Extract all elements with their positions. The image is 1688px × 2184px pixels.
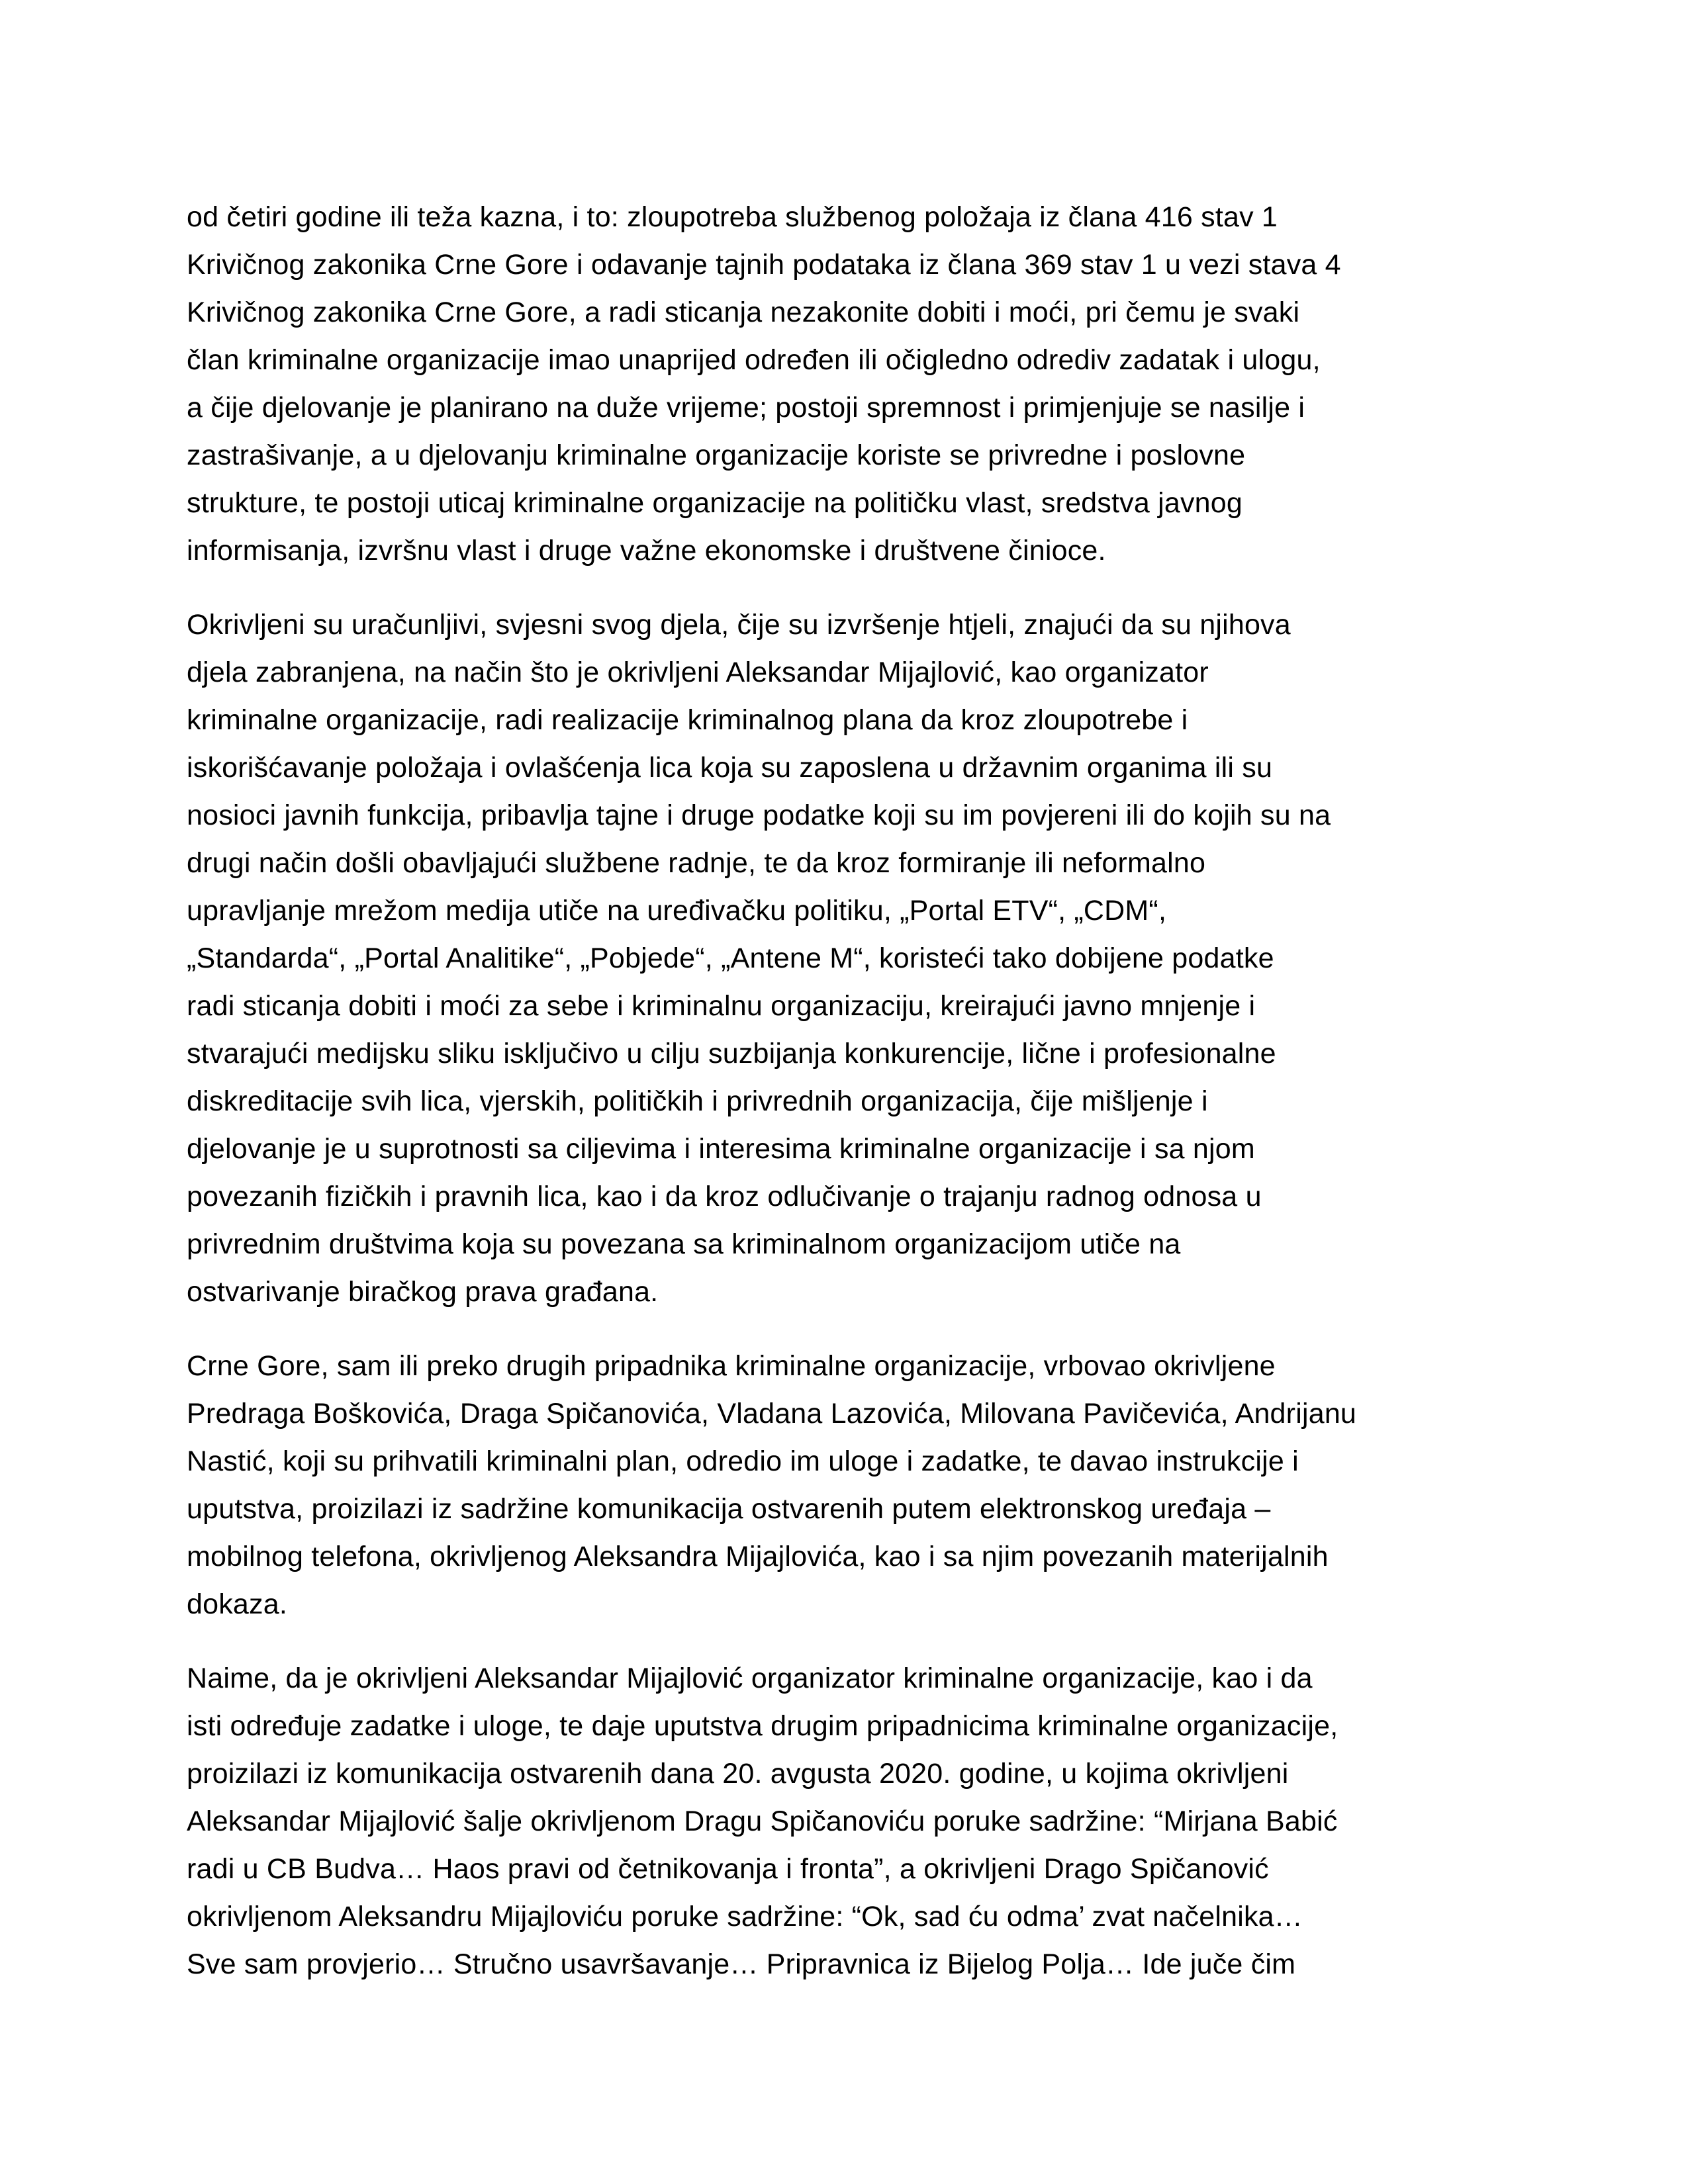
paragraph-4 [187,1655,1484,1988]
text-line: iskorišćavanje položaja i ovlašćenja lica koja su zaposlena u državnim organima ili su [187,752,1273,784]
text-line: privrednim društvima koja su povezana sa kriminalnom organizacijom utiče na [187,1228,1181,1260]
text-line: Predraga Boškovića, Draga Spičanovića, Vladana Lazovića, Milovana Pavičevića, Andrijanu [187,1398,1357,1430]
text-line: dokaza. [187,1588,288,1620]
text-line: djelovanje je u suprotnosti sa ciljevima i interesima kriminalne organizacije i sa njom [187,1133,1255,1165]
text-line: Aleksandar Mijajlović šalje okrivljenom Dragu Spičanoviću poruke sadržine: “Mirjana Babić [187,1805,1338,1837]
text-line: član kriminalne organizacije imao unaprijed određen ili očigledno odrediv zadatak i ulogu, [187,344,1321,376]
text-line: drugi način došli obavljajući službene radnje, te da kroz formiranje ili neformalno [187,847,1206,879]
paragraph-2 [187,601,1484,1316]
text-line: Naime, da je okrivljeni Aleksandar Mijajlović organizator kriminalne organizacije, kao i da [187,1662,1313,1694]
text-line: strukture, te postoji uticaj kriminalne organizacije na političku vlast, sredstva javnog [187,487,1243,519]
text-line: Krivičnog zakonika Crne Gore, a radi sticanja nezakonite dobiti i moći, pri čemu je svaki [187,296,1300,328]
text-line: informisanja, izvršnu vlast i druge važne ekonomske i društvene činioce. [187,535,1106,567]
text-line: uputstva, proizilazi iz sadržine komunikacija ostvarenih putem elektronskog uređaja – [187,1493,1271,1525]
text-line: djela zabranjena, na način što je okrivljeni Aleksandar Mijajlović, kao organizator [187,657,1209,688]
text-line: Sve sam provjerio… Stručno usavršavanje… Pripravnica iz Bijelog Polja… Ide juče čim [187,1948,1296,1980]
text-line: a čije djelovanje je planirano na duže vrijeme; postoji spremnost i primjenjuje se nasilje i [187,392,1305,424]
text-line: radi u CB Budva… Haos pravi od četnikovanja i fronta”, a okrivljeni Drago Spičanović [187,1853,1269,1885]
text-line: proizilazi iz komunikacija ostvarenih dana 20. avgusta 2020. godine, u kojima okrivljeni [187,1758,1289,1790]
text-line: kriminalne organizacije, radi realizacije kriminalnog plana da kroz zloupotrebe i [187,704,1188,736]
text-line: Krivičnog zakonika Crne Gore i odavanje tajnih podataka iz člana 369 stav 1 u vezi stava 4 [187,249,1341,281]
text-line: mobilnog telefona, okrivljenog Aleksandra Mijajlovića, kao i sa njim povezanih materijalnih [187,1541,1329,1572]
text-line: radi sticanja dobiti i moći za sebe i kriminalnu organizaciju, kreirajući javno mnjenje i [187,990,1256,1022]
text-line: ostvarivanje biračkog prava građana. [187,1276,659,1308]
text-line: upravljanje mrežom medija utiče na uređivačku politiku, „Portal ETV“, „CDM“, [187,895,1167,927]
paragraph-3 [187,1342,1484,1628]
text-line: isti određuje zadatke i uloge, te daje uputstva drugim pripadnicima kriminalne organizacije, [187,1710,1338,1742]
text-line: povezanih fizičkih i pravnih lica, kao i da kroz odlučivanje o trajanju radnog odnosa u [187,1181,1262,1212]
text-line: Nastić, koji su prihvatili kriminalni plan, odredio im uloge i zadatke, te davao instrukcije i [187,1445,1299,1477]
text-line: stvarajući medijsku sliku isključivo u cilju suzbijanja konkurencije, lične i profesionalne [187,1038,1276,1069]
text-line: okrivljenom Aleksandru Mijajloviću poruke sadržine: “Ok, sad ću odma’ zvat načelnika… [187,1901,1303,1933]
paragraph-1 [187,193,1484,574]
text-line: Okrivljeni su uračunljivi, svjesni svog djela, čije su izvršenje htjeli, znajući da su njihova [187,609,1291,641]
text-line: „Standarda“, „Portal Analitike“, „Pobjede“, „Antene M“, koristeći tako dobijene podatke [187,942,1274,974]
text-line: diskreditacije svih lica, vjerskih, političkih i privrednih organizacija, čije mišljenje i [187,1085,1208,1117]
text-line: nosioci javnih funkcija, pribavlja tajne i druge podatke koji su im povjereni ili do kojih su na [187,799,1331,831]
text-line: od četiri godine ili teža kazna, i to: zloupotreba službenog položaja iz člana 416 stav 1 [187,201,1278,233]
document-text-block [187,193,1484,2015]
text-line: Crne Gore, sam ili preko drugih pripadnika kriminalne organizacije, vrbovao okrivljene [187,1350,1276,1382]
text-line: zastrašivanje, a u djelovanju kriminalne organizacije koriste se privredne i poslovne [187,439,1246,471]
